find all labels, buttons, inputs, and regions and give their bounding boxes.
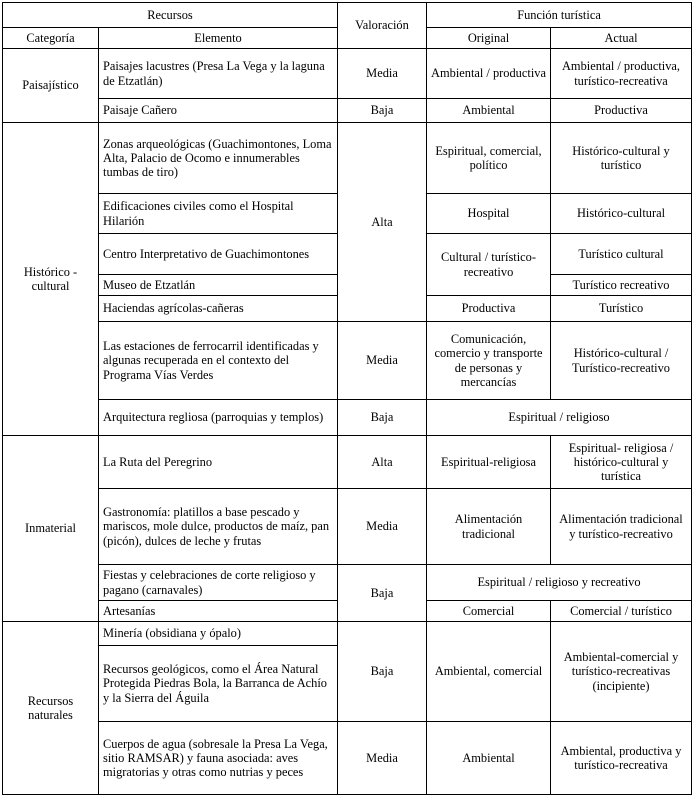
element-cell: Gastronomía: platillos a base pescado y mariscos, mole dulce, productos de maíz, pan (picón), dulces de leche y frutas — [99, 489, 338, 565]
valuation-cell: Media — [338, 322, 427, 400]
header-elemento: Elemento — [99, 28, 338, 49]
original-function-cell: Ambiental — [427, 99, 551, 123]
original-function-cell: Ambiental / productiva — [427, 49, 551, 99]
original-function-cell: Espiritual, comercial, político — [427, 123, 551, 194]
current-function-cell: Turístico recreativo — [551, 275, 692, 296]
valuation-cell: Media — [338, 49, 427, 99]
original-function-cell: Alimentación tradicional — [427, 489, 551, 565]
valuation-cell: Baja — [338, 622, 427, 722]
original-function-cell: Hospital — [427, 194, 551, 234]
header-actual: Actual — [551, 28, 692, 49]
valuation-cell: Baja — [338, 565, 427, 622]
original-function-cell: Ambiental — [427, 722, 551, 795]
element-cell: Minería (obsidiana y ópalo) — [99, 622, 338, 646]
current-function-cell: Productiva — [551, 99, 692, 123]
element-cell: Zonas arqueológicas (Guachimontones, Loma Alta, Palacio de Ocomo e innumerables tumbas de tiro) — [99, 123, 338, 194]
current-function-cell: Histórico-cultural y turístico — [551, 123, 692, 194]
original-function-cell: Comunicación, comercio y transporte de personas y mercancías — [427, 322, 551, 400]
header-valoracion: Valoración — [338, 3, 427, 49]
original-function-cell: Productiva — [427, 296, 551, 322]
element-cell: La Ruta del Peregrino — [99, 436, 338, 489]
function-merged-cell: Espiritual / religioso — [427, 400, 692, 436]
original-function-cell: Ambiental, comercial — [427, 622, 551, 722]
original-function-cell: Espiritual-religiosa — [427, 436, 551, 489]
category-cell: Paisajístico — [3, 49, 99, 123]
element-cell: Centro Interpretativo de Guachimontones — [99, 234, 338, 275]
element-cell: Haciendas agrícolas-cañeras — [99, 296, 338, 322]
valuation-cell: Alta — [338, 436, 427, 489]
valuation-cell: Media — [338, 489, 427, 565]
original-function-cell: Cultural / turístico-recreativo — [427, 234, 551, 296]
category-cell: Histórico - cultural — [3, 123, 99, 436]
header-funcion-turistica: Función turística — [427, 3, 692, 28]
current-function-cell: Turístico — [551, 296, 692, 322]
valuation-cell: Baja — [338, 400, 427, 436]
current-function-cell: Turístico cultural — [551, 234, 692, 275]
element-cell: Recursos geológicos, como el Área Natural Protegida Piedras Bola, la Barranca de Achío y la Sierra del Águila — [99, 646, 338, 722]
element-cell: Edificaciones civiles como el Hospital Hilarión — [99, 194, 338, 234]
valuation-cell: Media — [338, 722, 427, 795]
element-cell: Fiestas y celebraciones de corte religioso y pagano (carnavales) — [99, 565, 338, 601]
element-cell: Cuerpos de agua (sobresale la Presa La Vega, sitio RAMSAR) y fauna asociada: aves migratorias y otras como nutrias y peces — [99, 722, 338, 795]
element-cell: Artesanías — [99, 601, 338, 622]
current-function-cell: Espiritual- religiosa / histórico-cultural y turística — [551, 436, 692, 489]
element-cell: Museo de Etzatlán — [99, 275, 338, 296]
element-cell: Paisajes lacustres (Presa La Vega y la laguna de Etzatlán) — [99, 49, 338, 99]
category-cell: Inmaterial — [3, 436, 99, 622]
category-cell: Recursos naturales — [3, 622, 99, 795]
element-cell: Paisaje Cañero — [99, 99, 338, 123]
current-function-cell: Histórico-cultural — [551, 194, 692, 234]
tourism-resources-table — [2, 2, 692, 795]
current-function-cell: Histórico-cultural / Turístico-recreativo — [551, 322, 692, 400]
function-merged-cell: Espiritual / religioso y recreativo — [427, 565, 692, 601]
element-cell: Las estaciones de ferrocarril identificadas y algunas recuperada en el contexto del Programa Vías Verdes — [99, 322, 338, 400]
header-original: Original — [427, 28, 551, 49]
valuation-cell: Baja — [338, 99, 427, 123]
original-function-cell: Comercial — [427, 601, 551, 622]
current-function-cell: Alimentación tradicional y turístico-recreativo — [551, 489, 692, 565]
current-function-cell: Ambiental, productiva y turístico-recreativa — [551, 722, 692, 795]
header-recursos: Recursos — [3, 3, 338, 28]
current-function-cell: Ambiental-comercial y turístico-recreativas (incipiente) — [551, 622, 692, 722]
current-function-cell: Comercial / turístico — [551, 601, 692, 622]
current-function-cell: Ambiental / productiva, turístico-recreativa — [551, 49, 692, 99]
element-cell: Arquitectura regliosa (parroquias y templos) — [99, 400, 338, 436]
valuation-cell: Alta — [338, 123, 427, 322]
header-categoria: Categoría — [3, 28, 99, 49]
